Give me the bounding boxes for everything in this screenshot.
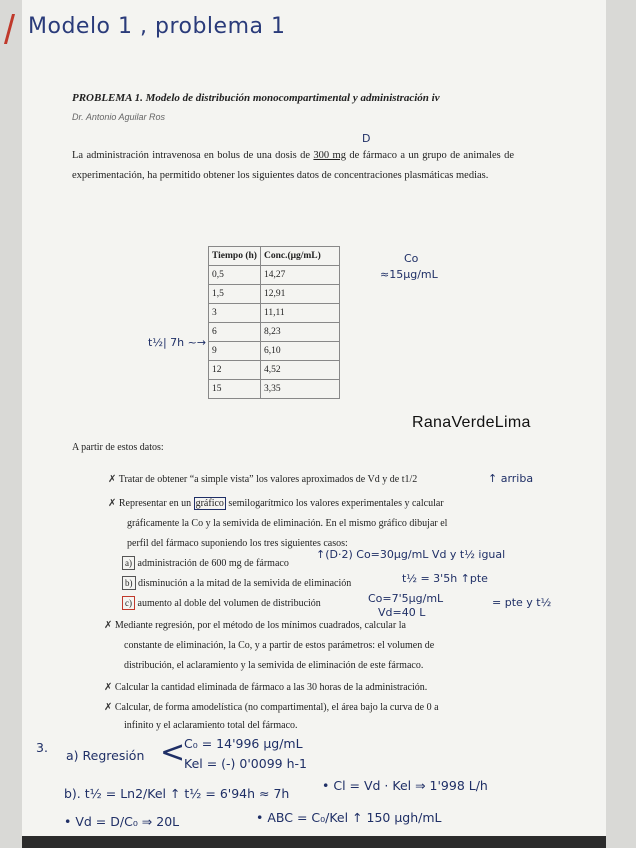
cell-conc: 4,52 — [260, 361, 339, 380]
question-5-text: Calcular, de forma amodelística (no compartimental), el área bajo la curva de 0 a — [114, 702, 439, 713]
cell-conc: 6,10 — [260, 342, 339, 361]
margin-red-mark — [4, 14, 15, 44]
dose-letter-note: D — [362, 132, 371, 145]
question-2-line-2: gráficamente la Co y la semivida de eliminación. En el mismo gráfico dibujar el — [127, 518, 448, 529]
case-b — [122, 574, 351, 594]
cell-time: 1,5 — [209, 285, 261, 304]
table-row — [209, 285, 340, 304]
cross-mark-icon: ✗ — [108, 474, 117, 485]
answer-half-life: b). t½ = Ln2/Kel ↑ t½ = 6'94h ≈ 7h — [64, 786, 290, 801]
question-5-line-2: infinito y el aclaramiento total del fármaco. — [124, 720, 298, 731]
cell-conc: 8,23 — [260, 323, 339, 342]
question-5 — [104, 698, 439, 718]
answer-clearance: • Cl = Vd · Kel ⇒ 1'998 L/h — [322, 778, 488, 793]
table-row — [209, 304, 340, 323]
question-3-line-3: distribución, el aclaramiento y la semivida de eliminación de este fármaco. — [124, 660, 424, 671]
question-1-text: Tratar de obtener “a simple vista” los valores aproximados de Vd y de t1/2 — [118, 474, 418, 485]
question-3-text: Mediante regresión, por el método de los mínimos cuadrados, calcular la — [114, 620, 406, 631]
cross-mark-icon: ✗ — [104, 702, 113, 713]
cell-conc: 11,11 — [260, 304, 339, 323]
arrow-up-note: ↑ arriba — [488, 472, 534, 485]
question-2-grafico: gráfico — [195, 498, 224, 509]
answer-auc: • ABC = C₀/Kel ↑ 150 μgh/mL — [256, 810, 442, 825]
answer-c0: C₀ = 14'996 μg/mL — [184, 736, 303, 751]
intro-paragraph — [72, 146, 514, 186]
table-row — [209, 323, 340, 342]
table-row — [209, 361, 340, 380]
co-note: Co — [404, 252, 419, 265]
data-table — [208, 246, 340, 399]
question-1 — [108, 470, 417, 490]
table-row — [209, 342, 340, 361]
header-conc: Conc.(μg/mL) — [260, 247, 339, 266]
table-row — [209, 266, 340, 285]
cell-time: 6 — [209, 323, 261, 342]
answer-kel: Kel = (-) 0'0099 h-1 — [184, 756, 307, 771]
case-a-text: administración de 600 mg de fármaco — [137, 558, 289, 569]
cell-time: 12 — [209, 361, 261, 380]
intro-questions: A partir de estos datos: — [72, 442, 164, 453]
header-time: Tiempo (h) — [209, 247, 261, 266]
case-c-note-1: Co=7'5μg/mL — [368, 592, 444, 605]
question-4 — [104, 678, 427, 698]
table-header-row — [209, 247, 340, 266]
dose-amount: 300 mg — [313, 150, 346, 161]
question-4-text: Calcular la cantidad eliminada de fármaco a las 30 horas de la administración. — [114, 682, 428, 693]
half-life-note: t½| 7h ~→ — [148, 336, 207, 349]
question-2-line-3: perfil del fármaco suponiendo los tres siguientes casos: — [127, 538, 348, 549]
intro-part-a: La administración intravenosa en bolus de una dosis de — [72, 150, 314, 161]
answer-volume: • Vd = D/C₀ ⇒ 20L — [64, 814, 180, 829]
cross-mark-icon: ✗ — [104, 682, 113, 693]
question-2-text-a: Representar en un — [118, 498, 194, 509]
answer-regression-label: a) Regresión — [66, 748, 145, 763]
watermark-logo: RanaVerdeLima — [412, 414, 531, 431]
question-2-text-b: semilogarítmico los valores experimentales y calcular — [225, 498, 444, 509]
cell-conc: 3,35 — [260, 380, 339, 399]
case-c-text: aumento al doble del volumen de distribución — [137, 598, 321, 609]
case-c-letter: c) — [122, 596, 135, 610]
case-a — [122, 554, 289, 574]
cell-time: 0,5 — [209, 266, 261, 285]
table-row — [209, 380, 340, 399]
question-3-line-2: constante de eliminación, la Co, y a partir de estos parámetros: el volumen de — [124, 640, 435, 651]
co-value-note: ≈15μg/mL — [380, 268, 438, 281]
case-c-note-2: Vd=40 L — [378, 606, 426, 619]
problem-title: PROBLEMA 1. Modelo de distribución monocompartimental y administración iv — [72, 92, 440, 104]
cell-time: 9 — [209, 342, 261, 361]
case-c-note-3: = pte y t½ — [492, 596, 552, 609]
case-b-note: t½ = 3'5h ↑pte — [402, 572, 488, 585]
case-a-letter: a) — [122, 556, 135, 570]
case-b-letter: b) — [122, 576, 136, 590]
cross-mark-icon: ✗ — [104, 620, 113, 631]
case-a-note: ↑(D·2) Co=30μg/mL Vd y t½ igual — [316, 548, 506, 561]
cell-time: 15 — [209, 380, 261, 399]
author: Dr. Antonio Aguilar Ros — [72, 112, 166, 122]
cell-conc: 12,91 — [260, 285, 339, 304]
cell-time: 3 — [209, 304, 261, 323]
answer-number: 3. — [36, 740, 48, 755]
case-b-text: disminución a la mitad de la semivida de eliminación — [138, 578, 352, 589]
question-2 — [108, 494, 444, 514]
intro-part-b: de fármaco a un grupo de animales de experimentación, ha permitido obtener los siguientes datos de concentraciones plasmáticas medias. — [72, 150, 515, 181]
case-c — [122, 594, 321, 614]
bottom-edge — [22, 836, 606, 848]
cross-mark-icon: ✗ — [108, 498, 117, 509]
brace-symbol: < — [160, 735, 186, 770]
question-3 — [104, 616, 406, 636]
handwritten-title: Modelo 1 , problema 1 — [28, 14, 286, 39]
cell-conc: 14,27 — [260, 266, 339, 285]
